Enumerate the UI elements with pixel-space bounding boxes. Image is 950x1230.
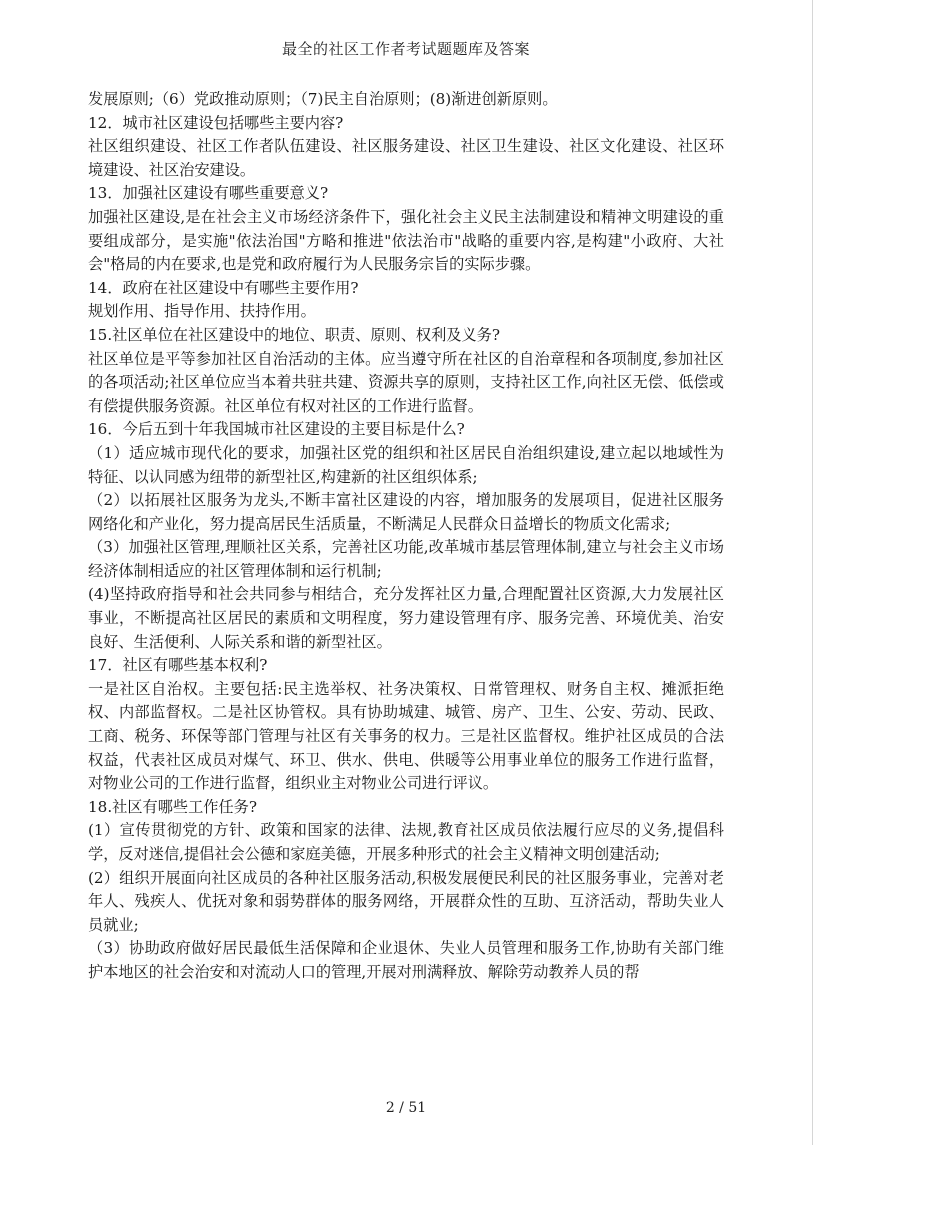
question-heading: 12．城市社区建设包括哪些主要内容? [88, 113, 344, 132]
paragraph: 发展原则;（6）党政推动原则；（7)民主自治原则；(8)渐进创新原则。 [88, 90, 558, 108]
question-heading: 15.社区单位在社区建设中的地位、职责、原则、权利及义务? [88, 325, 500, 344]
paragraph: 一是社区自治权。主要包括:民主选举权、社务决策权、日常管理权、财务自主权、摊派拒绝权、内部监督权。二是社区协管权。具有协助城建、城管、房产、卫生、公安、劳动、民政、工商、税务、环保等部门管理与社区有关事务的权力。三是社区监督权。维护社区成员的合法权益，代表社区成员对煤气、环卫、供水、供电、供暖等公用事业单位的服务工作进行监督，对物业公司的工作进行监督，组织业主对物业公司进行评议。 [88, 679, 724, 793]
question-heading: 18.社区有哪些工作任务? [88, 797, 257, 816]
page-number: 2 / 51 [385, 1100, 427, 1116]
question-heading: 13．加强社区建设有哪些重要意义? [88, 184, 329, 203]
paragraph: 加强社区建设,是在社会主义市场经济条件下，强化社会主义民主法制建设和精神文明建设的重要组成部分，是实施"依法治国"方略和推进"依法治市"战略的重要内容,是构建"小政府、大社会"格局的内在要求,也是党和政府履行为人民服务宗旨的实际步骤。 [88, 207, 724, 274]
paragraph: （3）协助政府做好居民最低生活保障和企业退休、失业人员管理和服务工作,协助有关部门维护本地区的社会治安和对流动人口的管理,开展对刑满释放、解除劳动教养人员的帮 [88, 939, 724, 981]
paragraph: 社区组织建设、社区工作者队伍建设、社区服务建设、社区卫生建设、社区文化建设、社区环境建设、社区治安建设。 [88, 137, 724, 179]
paragraph: 社区单位是平等参加社区自治活动的主体。应当遵守所在社区的自治章程和各项制度,参加社区的各项活动;社区单位应当本着共驻共建、资源共享的原则，支持社区工作,向社区无偿、低偿或有偿提供服务资源。社区单位有权对社区的工作进行监督。 [88, 349, 724, 415]
paragraph: （2）以拓展社区服务为龙头,不断丰富社区建设的内容，增加服务的发展项目，促进社区服务网络化和产业化，努力提高居民生活质量，不断满足人民群众日益增长的物质文化需求; [88, 491, 724, 533]
question-heading: 14．政府在社区建设中有哪些主要作用? [88, 278, 359, 297]
question-heading: 16．今后五到十年我国城市社区建设的主要目标是什么? [88, 420, 465, 439]
paragraph: （1）适应城市现代化的要求，加强社区党的组织和社区居民自治组织建设,建立起以地域性为特征、以认同感为纽带的新型社区,构建新的社区组织体系; [88, 443, 724, 486]
page-header-title: 最全的社区工作者考试题题库及答案 [281, 40, 530, 58]
page-edge-divider [812, 0, 813, 1145]
paragraph: 规划作用、指导作用、扶持作用。 [88, 302, 316, 321]
paragraph: (2）组织开展面向社区成员的各种社区服务活动,积极发展便民利民的社区服务事业，完善对老年人、残疾人、优抚对象和弱势群体的服务网络，开展群众性的互助、互济活动，帮助失业人员就业; [88, 868, 724, 934]
question-heading: 17．社区有哪些基本权利? [88, 656, 268, 675]
paragraph: (4)坚持政府指导和社会共同参与相结合，充分发挥社区力量,合理配置社区资源,大力发展社区事业，不断提高社区居民的素质和文明程度，努力建设管理有序、服务完善、环境优美、治安良好、生活便利、人际关系和谐的新型社区。 [88, 585, 724, 651]
document-body [88, 88, 724, 985]
paragraph: (1）宣传贯彻党的方针、政策和国家的法律、法规,教育社区成员依法履行应尽的义务,提倡科学，反对迷信,提倡社会公德和家庭美德，开展多种形式的社会主义精神文明创建活动; [88, 821, 724, 863]
paragraph: （3）加强社区管理,理顺社区关系，完善社区功能,改革城市基层管理体制,建立与社会主义市场经济体制相适应的社区管理体制和运行机制; [88, 538, 724, 580]
